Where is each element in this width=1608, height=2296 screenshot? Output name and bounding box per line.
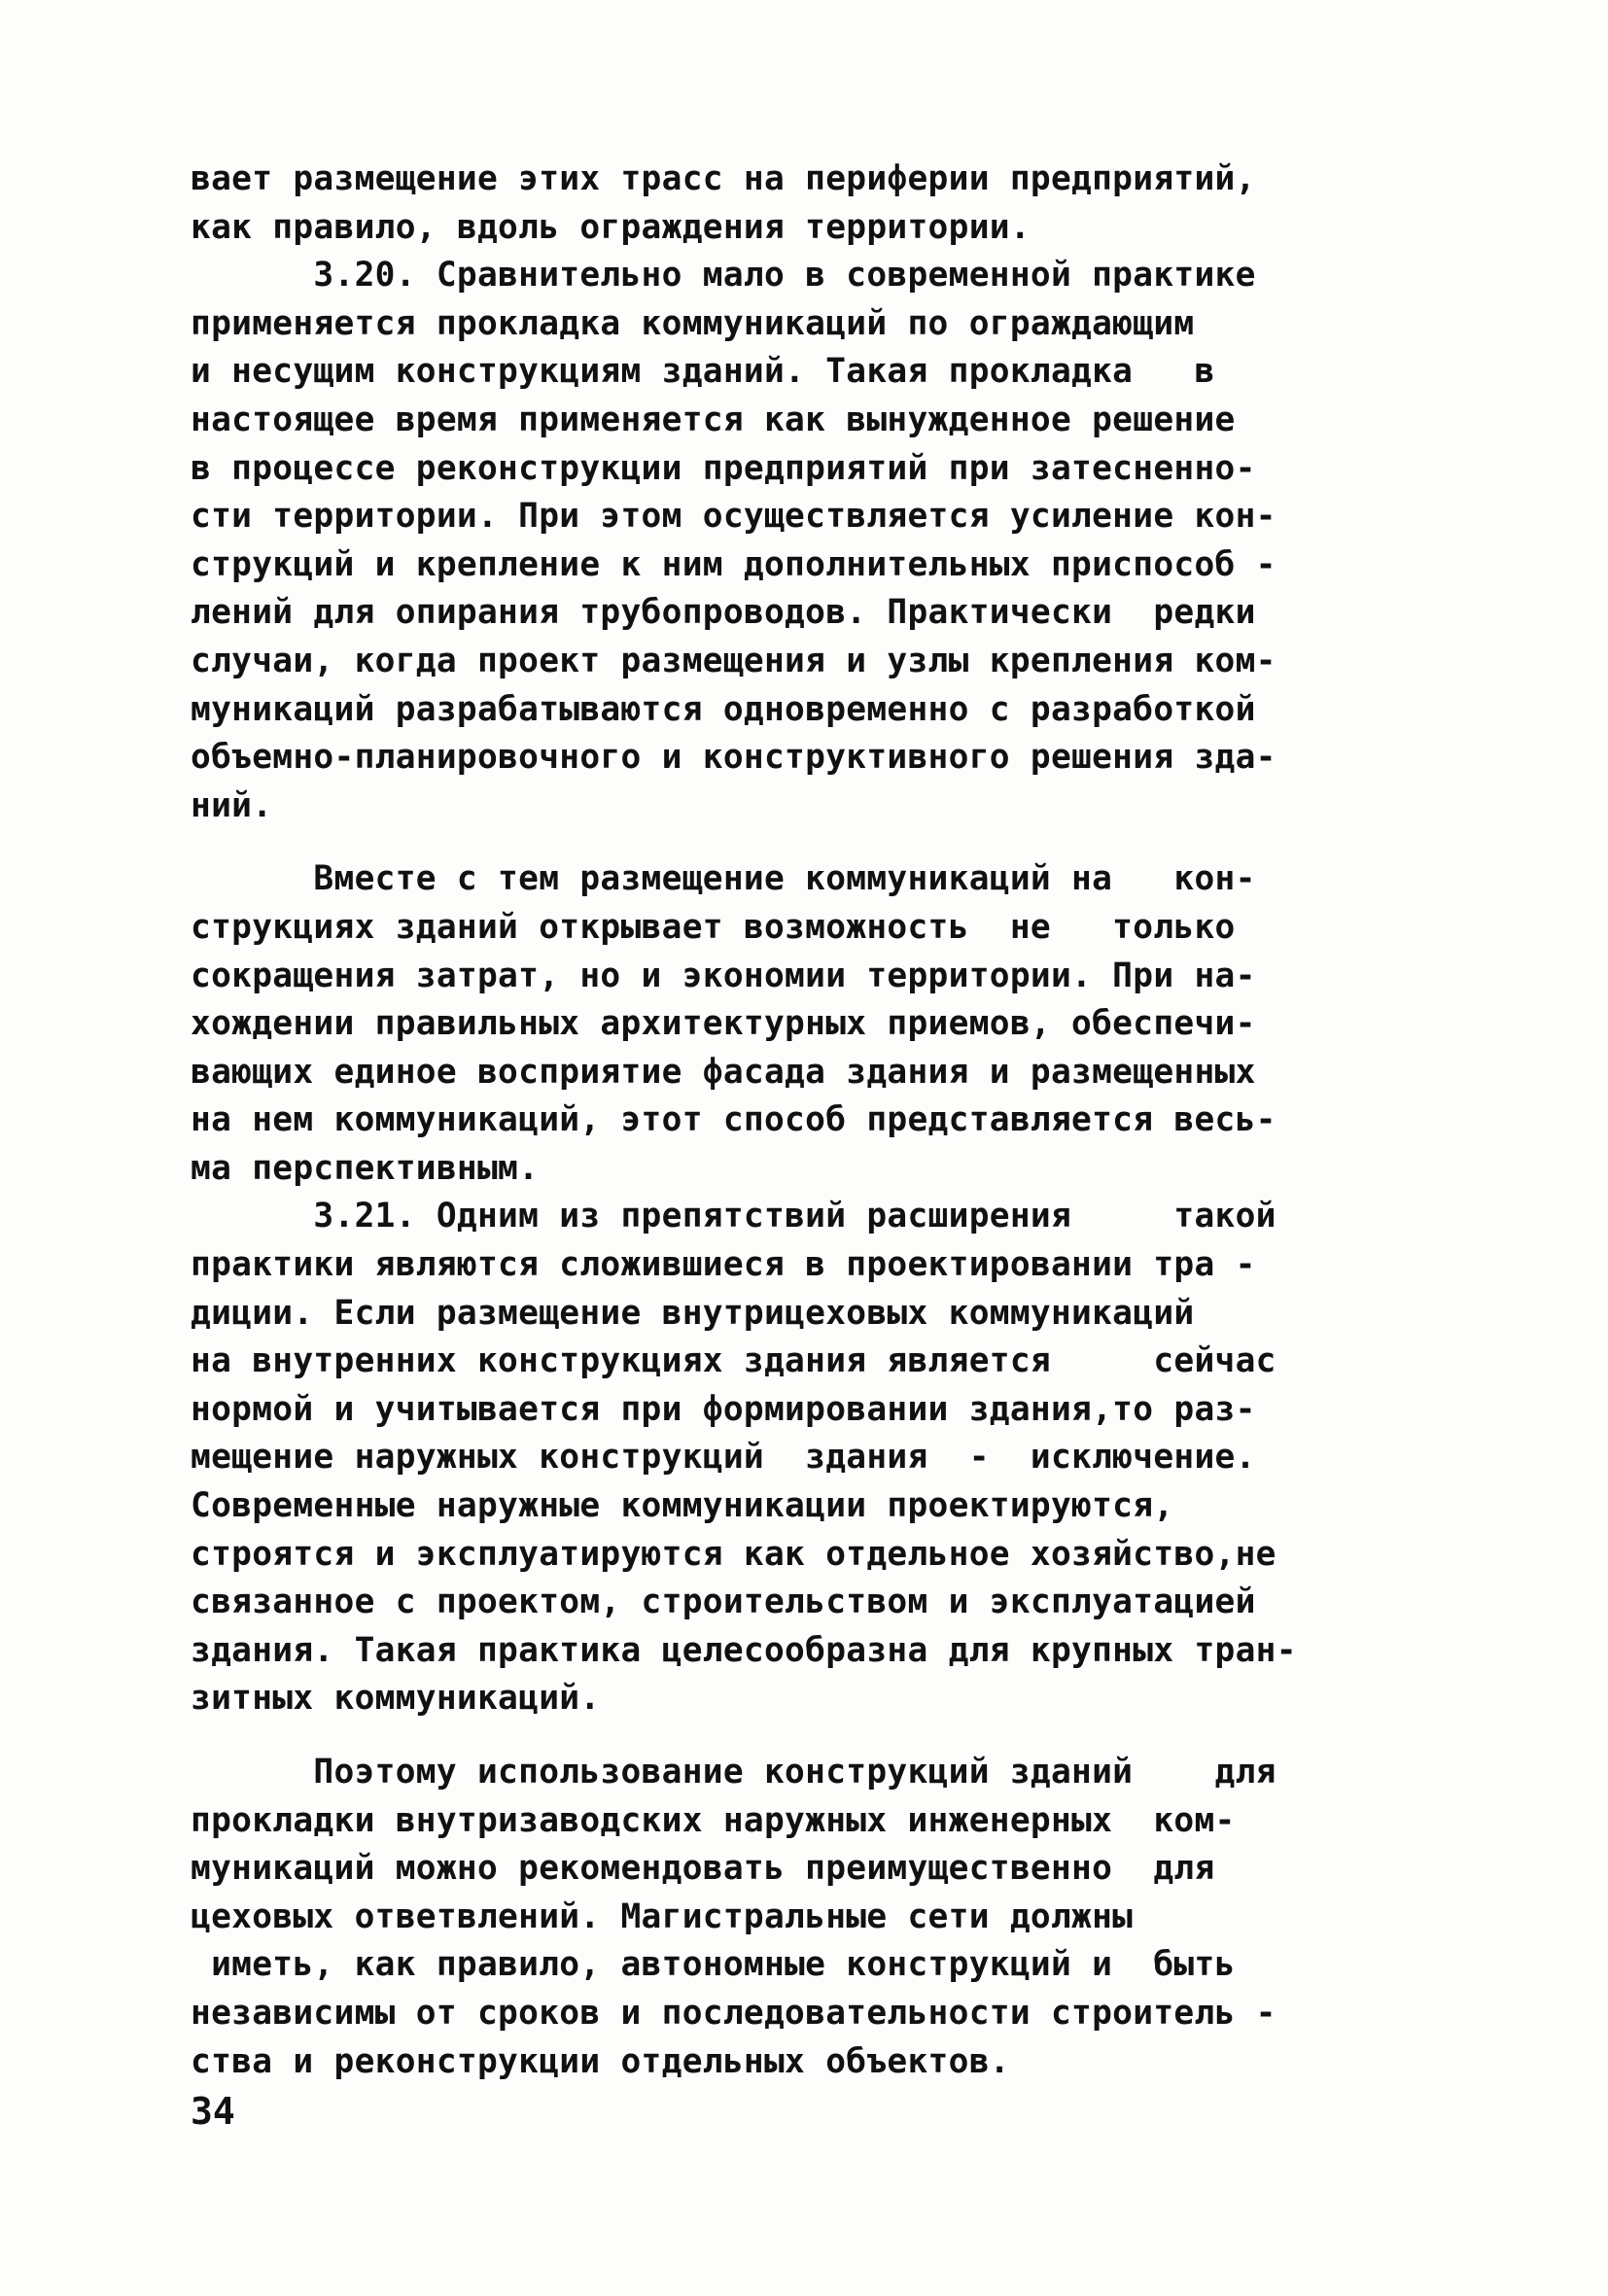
text-line: объемно-планировочного и конструктивного решения зда- [191,738,1276,778]
text-line: зитных коммуникаций. [191,1679,601,1719]
paragraph [191,855,1474,1193]
text-line: прокладки внутризаводских наружных инженерных ком- [191,1800,1236,1840]
text-line: сокращения затрат, но и экономии территории. При на- [191,956,1256,995]
text-line: на нем коммуникаций, этот способ представляется весь- [191,1100,1276,1140]
text-line: струкций и крепление к ним дополнительных приспособ - [191,544,1276,584]
text-line: как правило, вдоль ограждения территории. [191,207,1031,247]
text-line: и несущим конструкциям зданий. Такая прокладка в [191,352,1215,392]
text-line: нормой и учитывается при формировании здания,то раз- [191,1389,1256,1429]
text-line: применяется прокладка коммуникаций по ограждающим [191,303,1195,343]
text-line: практики являются сложившиеся в проектировании тра - [191,1245,1256,1285]
text-line: иметь, как правило, автономные конструкций и быть [191,1945,1236,1985]
text-line: ства и реконструкции отдельных объектов. [191,2041,1010,2081]
text-line: диции. Если размещение внутрицеховых коммуникаций [191,1293,1195,1333]
text-line: цеховых ответвлений. Магистральные сети должны [191,1896,1134,1936]
paragraph-gap [191,830,1474,855]
text-line: в процессе реконструкции предприятий при затесненно- [191,448,1256,488]
text-line: случаи, когда проект размещения и узлы крепления ком- [191,641,1276,680]
text-line: вающих единое восприятие фасада здания и размещенных [191,1052,1256,1092]
page-number: 34 [191,2090,235,2133]
text-line: связанное с проектом, строительством и эксплуатацией [191,1583,1256,1622]
text-line: на внутренних конструкциях здания является сейчас [191,1341,1276,1381]
text-line: здания. Такая практика целесообразна для крупных тран- [191,1630,1297,1670]
text-line: вает размещение этих трасс на периферии предприятий, [191,159,1256,198]
text-line: 3.21. Одним из препятствий расширения такой [191,1197,1276,1236]
text-line: Вместе с тем размещение коммуникаций на кон- [191,859,1256,899]
text-line: ний. [191,785,273,825]
text-line: сти территории. При этом осуществляется усиление кон- [191,497,1276,537]
paragraph-gap [191,1723,1474,1749]
text-line: ма перспективным. [191,1148,540,1188]
paragraph [191,252,1474,830]
text-line: Поэтому использование конструкций зданий для [191,1753,1276,1792]
paragraph [191,1193,1474,1723]
text-line: лений для опирания трубопроводов. Практически редки [191,593,1256,633]
text-line: настоящее время применяется как вынужденное решение [191,400,1236,439]
paragraph [191,156,1474,252]
text-line: 3.20. Сравнительно мало в современной практике [191,256,1256,296]
text-line: муникаций можно рекомендовать преимущественно для [191,1849,1215,1889]
text-line: Современные наружные коммуникации проектируются, [191,1486,1174,1526]
body-text [191,156,1474,2086]
text-line: хождении правильных архитектурных приемов, обеспечи- [191,1004,1256,1044]
text-line: независимы от сроков и последовательности строитель - [191,1993,1276,2033]
text-line: строятся и эксплуатируются как отдельное хозяйство,не [191,1534,1276,1574]
text-line: струкциях зданий открывает возможность не только [191,907,1236,947]
text-line: мещение наружных конструкций здания - исключение. [191,1438,1256,1478]
text-line: муникаций разрабатываются одновременно с разработкой [191,689,1256,729]
paragraph [191,1749,1474,2086]
